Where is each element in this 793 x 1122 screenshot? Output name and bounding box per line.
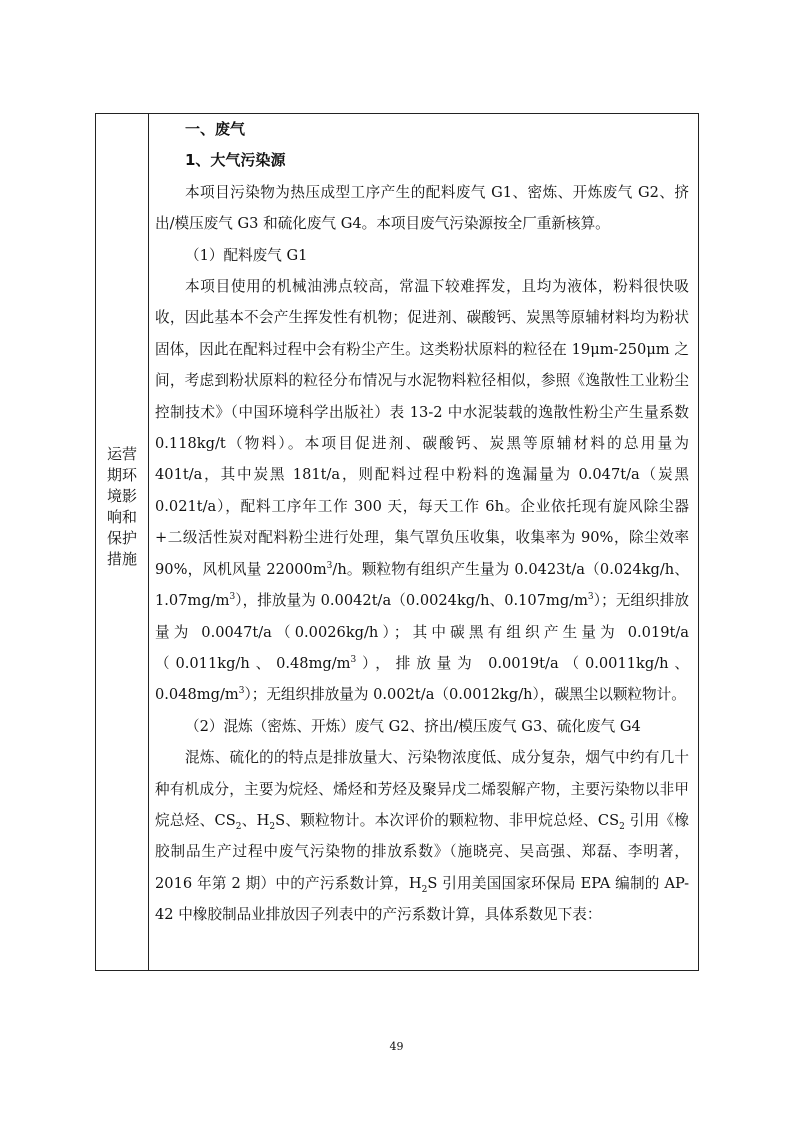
g1-sup-4: 3 bbox=[350, 655, 357, 666]
g2-text-b: 、H bbox=[241, 811, 270, 829]
g1-text-b: /h。颗粒物有组织产生量为 0.0423t/a（0.024kg/h、1.07mg/m bbox=[155, 560, 689, 610]
g2-paragraph bbox=[155, 742, 689, 930]
g2-text-d: 引用《橡胶制品生产过程中废气污染物的排放系数》（施晓亮、吴高强、郑磊、李明著，2016 年第 2 期）中的产污系数计算，H bbox=[155, 811, 690, 892]
g2-sub-2: 2 bbox=[269, 821, 276, 832]
section-subheading: 1、大气污染源 bbox=[185, 151, 286, 170]
g1-title: （1）配料废气 G1 bbox=[185, 246, 308, 264]
g1-text-d: ）；无组织排放量为 0.0047t/a（0.0026kg/h）；其中碳黑有组织产生量为 0.019t/a（0.011kg/h、0.48mg/m bbox=[155, 592, 689, 672]
g2-text-c: S、颗粒物计。本次评价的颗粒物、非甲烷总烃、CS bbox=[275, 811, 620, 829]
left-column bbox=[96, 114, 149, 970]
row-label: 运营期环境影响和保护措施 bbox=[106, 445, 137, 568]
g2-sub-3: 2 bbox=[619, 821, 625, 832]
content-cell bbox=[155, 114, 689, 931]
g1-text-f: ）；无组织排放量为 0.002t/a（0.0012kg/h），碳黑尘以颗粒物计。 bbox=[244, 686, 686, 704]
g1-text-a: 本项目使用的机械油沸点较高，常温下较难挥发，且均为液体，粉料很快吸收，因此基本不会产生挥发性有机物；促进剂、碳酸钙、炭黑等原辅材料均为粉状固体，因此在配料过程中会有粉尘产生。这类粉状原料的粒径在 19μm-250μm 之间，考虑到粉状原料的粒径分布情况与水泥物料粒径相似，参照《逸散性工业粉尘控制技术》（中国环境科学出版社）表 13-2 中水泥装载的逸散性粉尘产生量系数 0.118kg/t（物料）。本项目促进剂、碳酸钙、炭黑等原辅材料的总用量为 401t/a，其中炭黑 181t/a，则配料过程中粉料的逸漏量为 0.047t/a（炭黑 0.021t/a），配料工序年工作 300 天，每天工作 6h。企业依托现有旋风除尘器+二级活性炭对配料粉尘进行处理，集气罩负压收集，收集率为 90%，除尘效率 90%，风机风量 22000m bbox=[155, 278, 689, 578]
g1-text-c: ），排放量为 0.0042t/a（0.0024kg/h、0.107mg/m bbox=[235, 592, 588, 610]
g1-sup-2: 3 bbox=[229, 592, 236, 603]
g1-text-e: ），排放量为 0.0019t/a（0.0011kg/h、0.048mg/m bbox=[155, 654, 690, 704]
g2-title: （2）混炼（密炼、开炼）废气 G2、挤出/模压废气 G3、硫化废气 G4 bbox=[185, 717, 641, 735]
intro-paragraph: 本项目污染物为热压成型工序产生的配料废气 G1、密炼、开炼废气 G2、挤出/模压废气 G3 和硫化废气 G4。本项目废气污染源按全厂重新核算。 bbox=[155, 183, 689, 233]
section-heading: 一、废气 bbox=[185, 120, 246, 138]
g2-sub-1: 2 bbox=[235, 821, 242, 832]
g1-paragraph bbox=[155, 271, 689, 711]
g1-sup-3: 3 bbox=[587, 592, 594, 603]
g1-sup-1: 3 bbox=[326, 560, 333, 571]
content-table bbox=[95, 113, 699, 971]
page-number: 49 bbox=[389, 1040, 404, 1053]
g2-text-a: 混炼、硫化的的特点是排放量大、污染物浓度低、成分复杂，烟气中约有几十种有机成分，主要为烷烃、烯烃和芳烃及聚异戊二烯裂解产物，主要污染物以非甲烷总烃、CS bbox=[155, 749, 689, 829]
g1-sup-5: 3 bbox=[238, 686, 245, 697]
g2-text-e: S 引用美国国家环保局 EPA 编制的 AP-42 中橡胶制品业排放因子列表中的产污系数计算，具体系数见下表： bbox=[155, 874, 689, 924]
g2-sub-4: 2 bbox=[421, 884, 428, 895]
